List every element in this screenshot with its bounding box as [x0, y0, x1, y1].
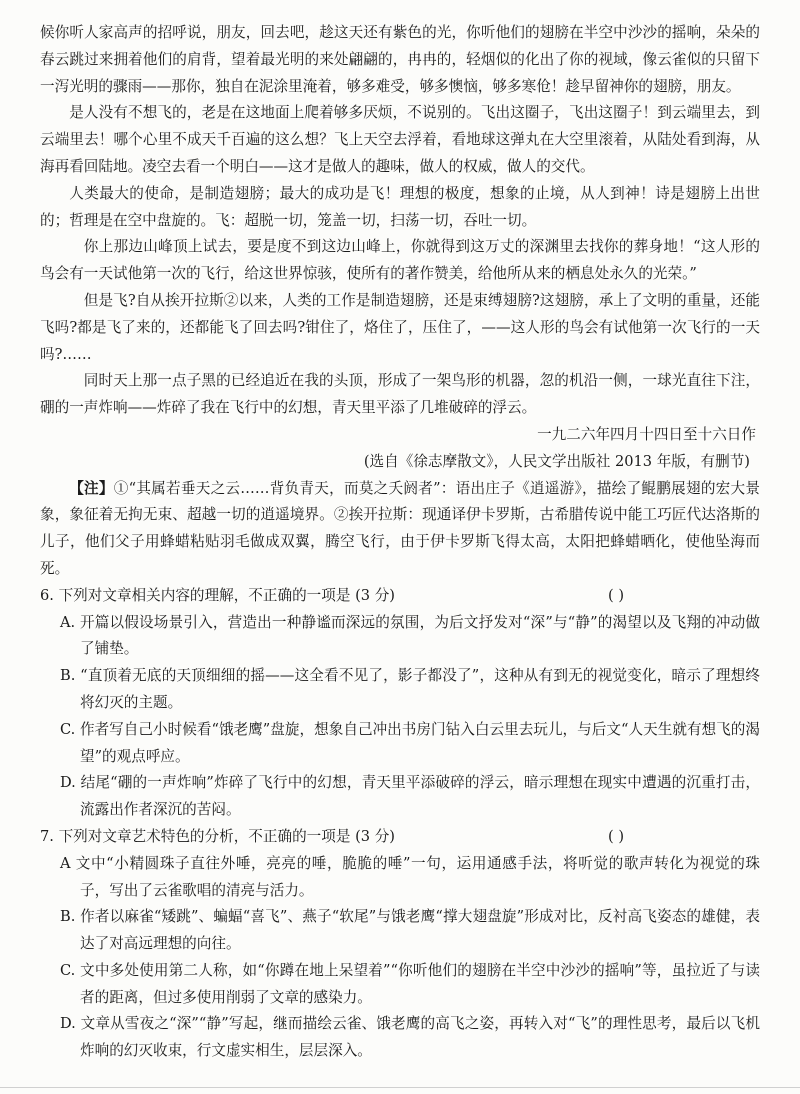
question-stem-text: 7. 下列对文章艺术特色的分析，不正确的一项是 (3 分) [40, 827, 395, 845]
option-b: B. 作者以麻雀“矮跳”、蝙蝠“喜飞”、燕子“软尾”与饿老鹰“撑大翅盘旋”形成对比，反衬高飞姿态的雄健，表达了对高远理想的向往。 [60, 908, 760, 953]
option-a: A 文中“小精圆珠子直往外唾，亮亮的唾，脆脆的唾”一句，运用通感手法，将听觉的歌声转化为视觉的珠子，写出了云雀歌唱的清亮与活力。 [60, 854, 760, 899]
question-stem-text: 6. 下列对文章相关内容的理解，不正确的一项是 (3 分) [40, 586, 395, 604]
question-6 [40, 583, 760, 824]
question-7 [40, 824, 760, 1065]
option-d: D. 文章从雪夜之“深”“静”写起，继而描绘云雀、饿老鹰的高飞之姿，再转入对“飞”的理性思考，最后以飞机炸响的幻灭收束，行文虚实相生，层层深入。 [60, 1015, 760, 1060]
option-b: B. “直顶着无底的天顶细细的摇——这全看不见了，影子都没了”，这种从有到无的视觉变化，暗示了理想终将幻灭的主题。 [60, 667, 760, 711]
page-bottom-edge [0, 1087, 800, 1088]
passage-paragraph-6: 同时天上那一点子黑的已经追近在我的头顶，形成了一架鸟形的机器，忽的机沿一侧，一球光直往下注，硼的一声炸响——炸碎了我在飞行中的幻想，青天里平添了几堆破碎的浮云。 [40, 372, 760, 417]
option-c: C. 文中多处使用第二人称，如“你蹲在地上呆望着”“你听他们的翅膀在半空中沙沙的摇响”等，虽拉近了与读者的距离，但过多使用削弱了文章的感染力。 [60, 961, 760, 1006]
answer-blank: ( ) [608, 586, 625, 604]
option-c: C. 作者写自己小时候看“饿老鹰”盘旋，想象自己冲出书房门钻入白云里去玩儿，与后文“人天生就有想飞的渴望”的观点呼应。 [60, 720, 760, 765]
passage-paragraph-5: 但是飞?自从挨开拉斯②以来，人类的工作是制造翅膀，还是束缚翅膀?这翅膀，承上了文明的重量，还能飞吗?都是飞了来的，还都能飞了回去吗?钳住了，烙住了，压住了，——这人形的鸟会有试他第一次飞行的一天吗?…… [40, 291, 760, 363]
option-a: A. 开篇以假设场景引入，营造出一种静谧而深远的氛围，为后文抒发对“深”与“静”的渴望以及飞翔的冲动做了铺垫。 [60, 613, 760, 658]
note-label: 【注】 [69, 479, 114, 497]
question-stem [40, 583, 760, 610]
source-line: (选自《徐志摩散文》，人民文学出版社 2013 年版，有删节) [363, 452, 750, 470]
answer-blank: ( ) [608, 827, 625, 845]
option-d: D. 结尾“硼的一声炸响”炸碎了飞行中的幻想，青天里平添破碎的浮云，暗示理想在现实中遭遇的沉重打击，流露出作者深沉的苦闷。 [60, 774, 760, 819]
passage-paragraph-1: 候你听人家高声的招呼说，朋友，回去吧，趁这天还有紫色的光，你听他们的翅膀在半空中沙沙的摇响，朵朵的春云跳过来拥着他们的肩背，望着最光明的来处翩翩的，冉冉的，轻烟似的化出了你的视域，像云雀似的只留下一泻光明的骤雨——那你，独自在泥涂里淹着，够多难受，够多懊恼，够多寒伧！趁早留神你的翅膀，朋友。 [40, 24, 760, 95]
question-stem [40, 824, 760, 851]
passage-paragraph-4: 你上那边山峰顶上试去，要是度不到这边山峰上，你就得到这万丈的深渊里去找你的葬身地！“这人形的鸟会有一天试他第一次的飞行，给这世界惊骇，使所有的著作赞美，给他所从来的栖息处永久的光荣。” [40, 238, 760, 283]
date-line: 一九二六年四月十四日至十六日作 [537, 425, 756, 443]
passage-paragraph-2: 是人没有不想飞的，老是在这地面上爬着够多厌烦，不说别的。飞出这圈子，飞出这圈子！到云端里去，到云端里去！哪个心里不成天千百遍的这么想？飞上天空去浮着，看地球这弹丸在大空里滚着，从陆处看到海，从海再看回陆地。凌空去看一个明白——这才是做人的趣味，做人的权威，做人的交代。 [40, 104, 760, 175]
note-block [40, 476, 760, 583]
passage-paragraph-3: 人类最大的使命，是制造翅膀；最大的成功是飞！理想的极度，想象的止境，从人到神！诗是翅膀上出世的；哲理是在空中盘旋的。飞：超脱一切，笼盖一切，扫荡一切，吞吐一切。 [40, 184, 760, 229]
note-text: ①“其属若垂天之云……背负青天，而莫之夭阏者”：语出庄子《逍遥游》，描绘了鲲鹏展翅的宏大景象，象征着无拘无束、超越一切的逍遥境界。②挨开拉斯：现通译伊卡罗斯，古希腊传说中能工巧匠代达洛斯的儿子，他们父子用蜂蜡粘贴羽毛做成双翼，腾空飞行，由于伊卡罗斯飞得太高，太阳把蜂蜡晒化，使他坠海而死。 [40, 479, 760, 577]
